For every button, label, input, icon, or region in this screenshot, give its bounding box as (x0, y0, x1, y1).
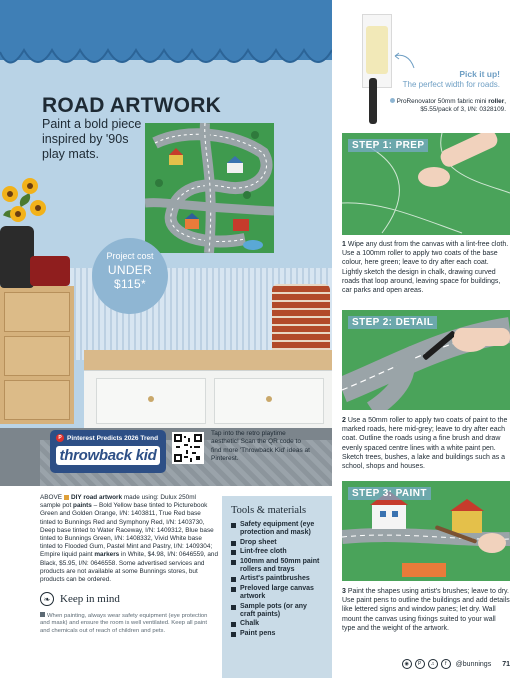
pickup-title: Pick it up! (459, 69, 500, 79)
qr-code-icon[interactable] (172, 432, 204, 464)
above-bold-1: DIY road artwork (71, 494, 123, 501)
pinterest-badge-header (56, 434, 160, 442)
black-vase (0, 226, 34, 288)
above-bold-2: paints (73, 502, 92, 510)
product-note-post: , $5.55/pack of 3, I/N: 0328109. (420, 98, 506, 114)
tools-list-item: Drop sheet (231, 539, 323, 547)
step-1-photo (342, 133, 510, 235)
road-artwork-canvas (145, 123, 274, 253)
pick-it-up-callout (380, 70, 500, 89)
pinterest-badge-label: Pinterest Predicts 2026 Trend (67, 434, 159, 442)
pickup-subtitle: The perfect width for roads. (402, 79, 500, 89)
wooden-cabinet (0, 286, 74, 424)
step-3-tag: STEP 3: PAINT (348, 487, 431, 500)
step-2-photo (342, 310, 510, 410)
step-3-body: Paint the shapes using artist's brushes; leave to dry. Use paint pens to outline the buildings and add details like lettered signs and window panes; let dry. Wall mount the canvas using fixings suited to your wall type and the weight of the artwork. (342, 588, 510, 632)
product-note (386, 98, 506, 114)
tools-list-item: Sample pots (or any craft paints) (231, 603, 323, 620)
step-1-text (342, 240, 510, 295)
keep-in-mind-title: Keep in mind (60, 593, 120, 605)
sunflower (2, 186, 18, 202)
pinterest-trend-name: throwback kid (56, 446, 160, 465)
above-caption (40, 494, 218, 584)
sunflower (10, 206, 26, 222)
step-2-number: 2 (342, 417, 346, 424)
tools-list (231, 521, 323, 638)
tools-list-item: Artist's paintbrushes (231, 575, 323, 583)
bench-top (84, 350, 332, 370)
tools-materials-box (222, 496, 332, 678)
bench-knob (266, 396, 272, 402)
keep-in-mind-header (40, 592, 218, 606)
book-icon: ❧ (40, 592, 54, 606)
sunflower (30, 200, 46, 216)
step-2-tag: STEP 2: DETAIL (348, 316, 437, 329)
bullet-icon (390, 98, 395, 103)
instagram-icon[interactable]: ◉ (402, 659, 412, 669)
cabinet-drawer (4, 336, 70, 376)
tools-title: Tools & materials (231, 505, 307, 516)
hero-photo (0, 0, 332, 486)
step-1-body: Wipe any dust from the canvas with a lint-free cloth. Use a 100mm roller to apply two coats of the base colour, here green; leave to dry after each coat. Lightly sketch the design in chalk, drawing curved roads that loop around, leaving space for buildings, car parks and open areas. (342, 241, 509, 295)
step-1-number: 1 (342, 241, 346, 248)
scallop-trim (0, 30, 332, 74)
product-note-pre: ProRenovator 50mm fabric mini (396, 98, 489, 105)
facebook-icon[interactable]: f (441, 659, 451, 669)
above-text-2: – Bold Yellow base tinted to Picturebook Green and Golden Orange, I/N: 1403811, True Red base tinted to Bunnings Red and Symphony Red, I/N: 1403730, Deep base tinted to Water Raceway, I/N: 1409312, Blue base tinted to Bunnings Green, I/N: 1408332, Vivid White base tinted to Flooded Gum, Pastel Mint and Pastry, I/N: 1409304; Empire liquid paint (40, 502, 214, 559)
page-subtitle: Paint a bold piece inspired by '90s play mats. (42, 117, 142, 161)
mini-roller-icon (366, 26, 388, 74)
above-lead: ABOVE (40, 494, 63, 501)
pinterest-logo-icon: P (56, 434, 64, 442)
project-cost-value: UNDER $115* (107, 263, 153, 291)
pinterest-icon[interactable]: P (415, 659, 425, 669)
curved-arrow-icon (392, 50, 416, 70)
cabinet-drawer (4, 380, 70, 420)
qr-caption: Tap into the retro playtime aesthetic! Scan the QR code to find more 'Throwback Kid' ideas at Pinterest. (211, 430, 310, 462)
social-handle[interactable]: @bunnings (455, 660, 492, 668)
keep-in-mind-text (40, 612, 218, 635)
step-3-number: 3 (342, 588, 346, 595)
tiktok-icon[interactable]: ♫ (428, 659, 438, 669)
above-text-1: made using: Dulux 250ml sample pot (40, 494, 196, 510)
bullet-icon (64, 495, 69, 500)
step-3-text (342, 587, 510, 633)
tools-list-item: 100mm and 50mm paint rollers and trays (231, 558, 323, 575)
page-title: ROAD ARTWORK (42, 94, 221, 117)
step-1-tag: STEP 1: PREP (348, 139, 428, 152)
pinterest-trend-badge[interactable] (50, 430, 166, 473)
sunflower (22, 178, 38, 194)
plaid-pillow (272, 284, 330, 356)
project-cost-badge (92, 238, 168, 314)
above-text-3: in White, $4.98, I/N: 0646559, and Black, $5.95, I/N: 0646558. Some advertised services and products are not available at some Bunnings stores, but products can be ordered. (40, 551, 218, 584)
tools-list-item: Preloved large canvas artwork (231, 585, 323, 602)
bench-knob (148, 396, 154, 402)
above-bold-3: markers (94, 551, 120, 559)
step-2-body: Use a 50mm roller to apply two coats of paint to the marked roads, here mid-grey; leave to dry after each coat. Outline the roads using a fine brush and draw evenly spaced centre lines with a white paint pen. Sketch trees, bushes, a lake and buildings such as a school, shops and houses. (342, 417, 508, 471)
keep-in-mind-body: When painting, always wear safety equipment (eye protection and mask) and ensure the room is well ventilated. Keep all paint and chemicals out of reach of children and pets. (40, 613, 208, 634)
keep-in-mind-box (40, 592, 218, 635)
bullet-icon (40, 612, 45, 617)
tools-list-item: Chalk (231, 620, 323, 628)
tools-list-item: Paint pens (231, 630, 323, 638)
cabinet-drawer (4, 292, 70, 332)
project-cost-label: Project cost (106, 251, 154, 261)
step-3-photo (342, 481, 510, 581)
page-footer (386, 659, 510, 669)
page-number: 71 (502, 660, 510, 668)
roller-handle (369, 78, 377, 124)
red-pot (30, 256, 70, 286)
product-note-bold: roller (488, 98, 505, 105)
tools-list-item: Safety equipment (eye protection and mask) (231, 521, 323, 538)
tools-list-item: Lint-free cloth (231, 548, 323, 556)
step-2-text (342, 416, 510, 471)
